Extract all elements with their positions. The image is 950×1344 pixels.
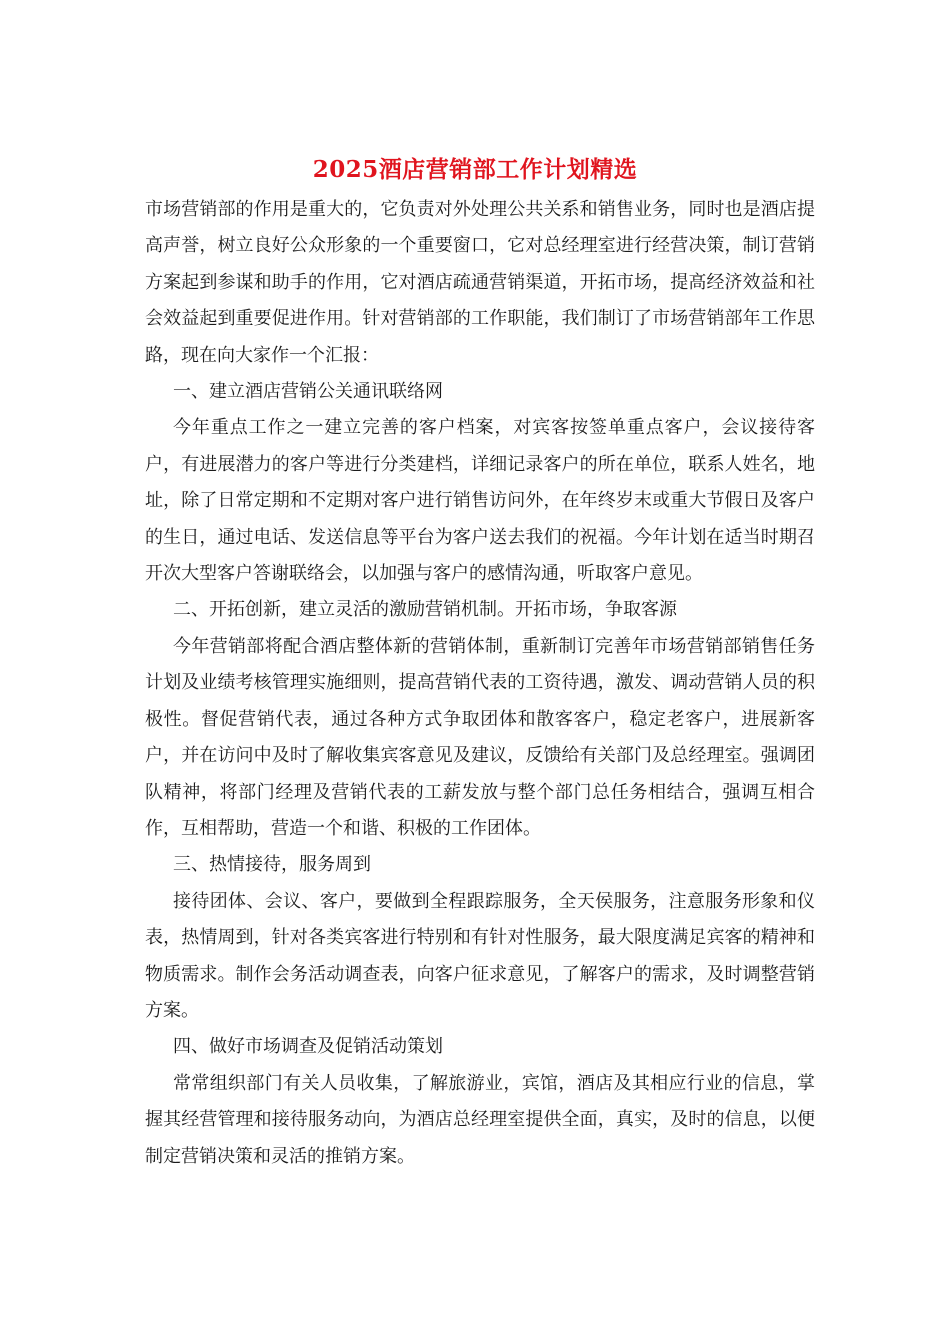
body-paragraph: 接待团体、会议、客户，要做到全程跟踪服务，全天侯服务，注意服务形象和仪表，热情周到，针对各类宾客进行特别和有针对性服务，最大限度满足宾客的精神和物质需求。制作会务活动调查表，向客户征求意见，了解客户的需求，及时调整营销方案。 (145, 890, 815, 1021)
body-paragraph: 今年营销部将配合酒店整体新的营销体制，重新制订完善年市场营销部销售任务计划及业绩考核管理实施细则，提高营销代表的工资待遇，激发、调动营销人员的积极性。督促营销代表，通过各种方式争取团体和散客客户，稳定老客户，进展新客户，并在访问中及时了解收集宾客意见及建议，反馈给有关部门及总经理室。强调团队精神，将部门经理及营销代表的工薪发放与整个部门总任务相结合，强调互相合作，互相帮助，营造一个和谐、积极的工作团体。 (145, 635, 815, 839)
body-paragraph: 今年重点工作之一建立完善的客户档案，对宾客按签单重点客户，会议接待客户，有进展潜力的客户等进行分类建档，详细记录客户的所在单位，联系人姓名，地址，除了日常定期和不定期对客户进行销售访问外，在年终岁末或重大节假日及客户的生日，通过电话、发送信息等平台为客户送去我们的祝福。今年计划在适当时期召开次大型客户答谢联络会，以加强与客户的感情沟通，听取客户意见。 (145, 417, 815, 585)
body-paragraph: 常常组织部门有关人员收集，了解旅游业，宾馆，酒店及其相应行业的信息，掌握其经营管理和接待服务动向，为酒店总经理室提供全面，真实，及时的信息，以便制定营销决策和灵活的推销方案。 (145, 1072, 815, 1167)
section-heading: 三、热情接待，服务周到 (173, 854, 371, 876)
section-heading: 二、开拓创新，建立灵活的激励营销机制。开拓市场，争取客源 (173, 599, 677, 621)
document-title: 2025酒店营销部工作计划精选 (312, 156, 638, 183)
document-body (145, 192, 815, 1175)
intro-paragraph: 市场营销部的作用是重大的，它负责对外处理公共关系和销售业务，同时也是酒店提高声誉，树立良好公众形象的一个重要窗口，它对总经理室进行经营决策，制订营销方案起到参谋和助手的作用，它对酒店疏通营销渠道，开拓市场，提高经济效益和社会效益起到重要促进作用。针对营销部的工作职能，我们制订了市场营销部年工作思路，现在向大家作一个汇报： (145, 199, 815, 366)
section-heading: 一、建立酒店营销公关通讯联络网 (173, 381, 443, 403)
section-heading: 四、做好市场调查及促销活动策划 (173, 1036, 443, 1058)
